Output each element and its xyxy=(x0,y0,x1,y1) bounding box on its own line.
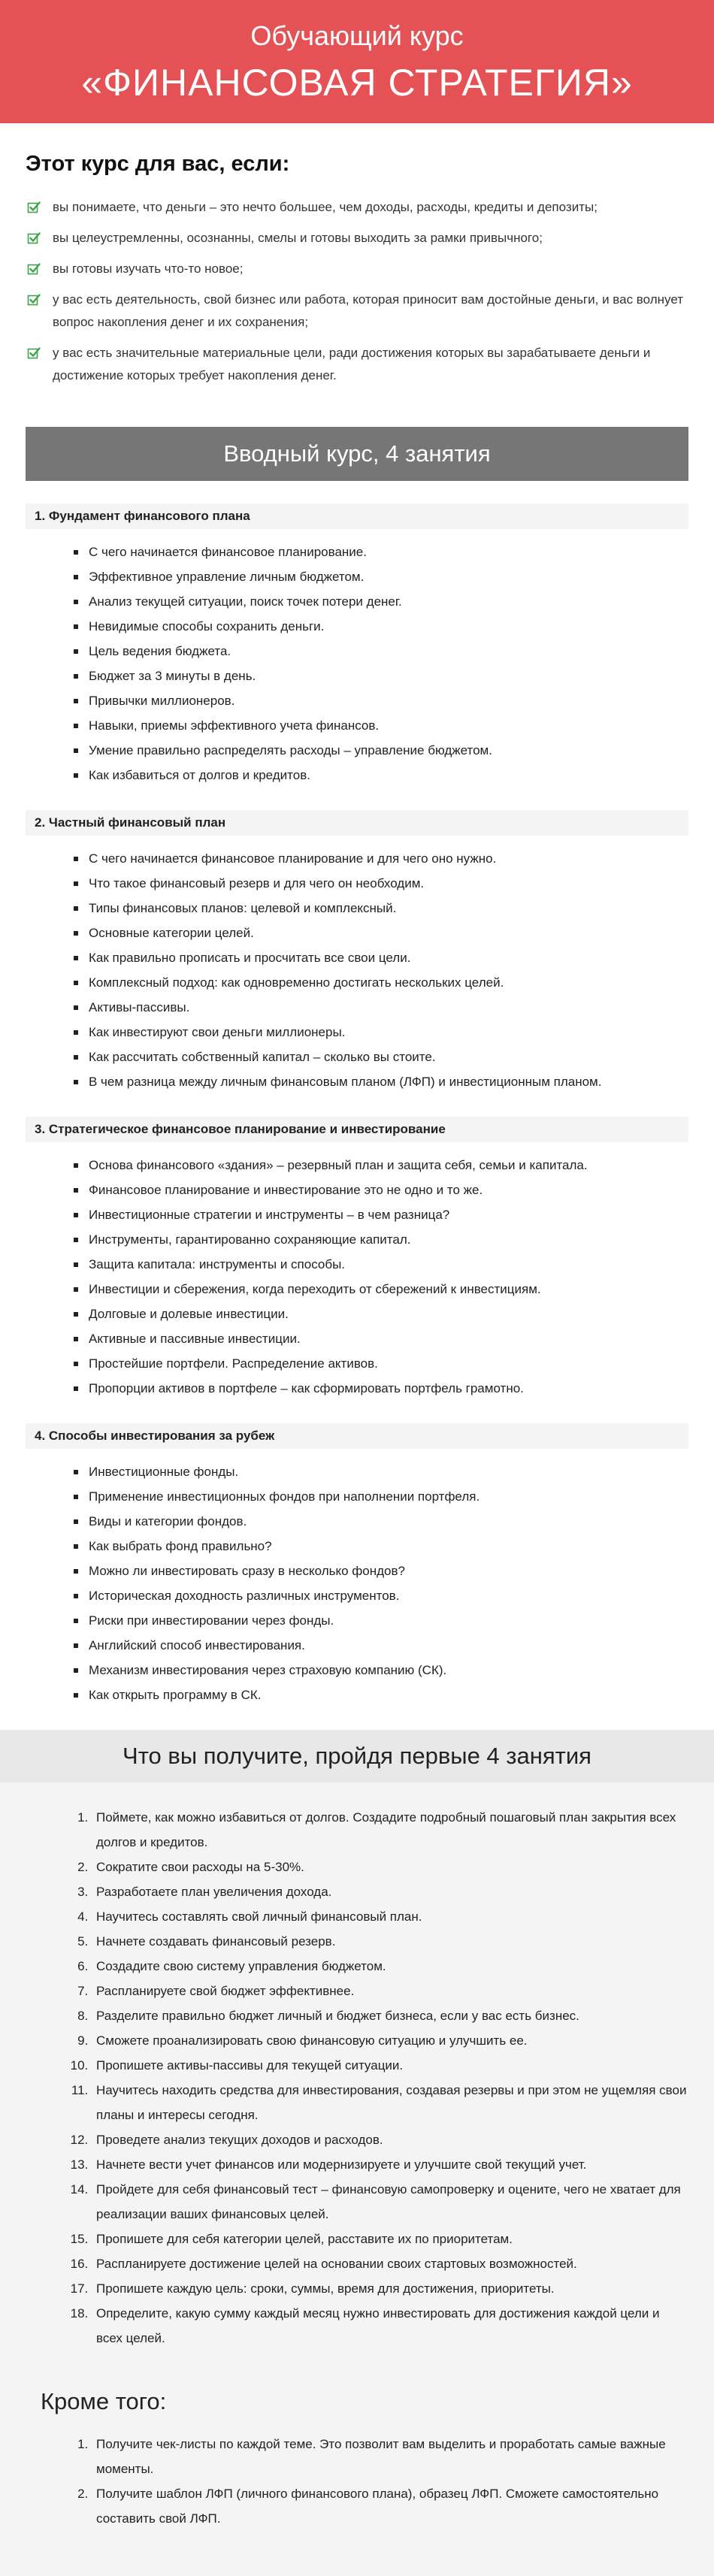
module-block xyxy=(26,503,688,788)
module-topic: Инструменты, гарантированно сохраняющие капитал. xyxy=(74,1227,688,1252)
result-item: 16. Распланируете достижение целей на основании своих стартовых возможностей. xyxy=(92,2251,688,2276)
module-topic: Умение правильно распределять расходы – управление бюджетом. xyxy=(74,738,688,763)
results-list xyxy=(26,1805,688,2351)
bonus-item: 1. Получите чек-листы по каждой теме. Это позволит вам выделить и проработать самые важные моменты. xyxy=(92,2432,688,2481)
module-topic: Как рассчитать собственный капитал – сколько вы стоите. xyxy=(74,1045,688,1069)
result-item: 10. Пропишете активы-пассивы для текущей ситуации. xyxy=(92,2053,688,2078)
module-topic: Как инвестируют свои деньги миллионеры. xyxy=(74,1020,688,1045)
module-topic: Пропорции активов в портфеле – как сформировать портфель грамотно. xyxy=(74,1376,688,1401)
module-topic: Риски при инвестировании через фонды. xyxy=(74,1608,688,1633)
result-item: 15. Пропишете для себя категории целей, расставите их по приоритетам. xyxy=(92,2227,688,2251)
audience-item xyxy=(26,227,688,249)
module-topic: В чем разница между личным финансовым планом (ЛФП) и инвестиционным планом. xyxy=(74,1069,688,1094)
module-topic-list xyxy=(26,1142,688,1401)
result-item: 6. Создадите свою систему управления бюджетом. xyxy=(92,1954,688,1979)
result-item: 14. Пройдете для себя финансовый тест – финансовую самопроверку и оцените, чего не хватает для реализации ваших финансовых целей. xyxy=(92,2177,688,2227)
module-topic-list xyxy=(26,1449,688,1707)
modules-section xyxy=(0,503,714,1707)
module-topic: Невидимые способы сохранить деньги. xyxy=(74,614,688,639)
result-item: 13. Начнете вести учет финансов или модернизируете и улучшите свой текущий учет. xyxy=(92,2152,688,2177)
module-topic: Что такое финансовый резерв и для чего он необходим. xyxy=(74,871,688,896)
module-topic: Навыки, приемы эффективного учета финансов. xyxy=(74,713,688,738)
result-item: 5. Начнете создавать финансовый резерв. xyxy=(92,1929,688,1954)
module-title: 4. Способы инвестирования за рубеж xyxy=(26,1423,688,1449)
bonus-item: 2. Получите шаблон ЛФП (личного финансового плана), образец ЛФП. Сможете самостоятельно составить свой ЛФП. xyxy=(92,2481,688,2531)
module-topic: Финансовое планирование и инвестирование это не одно и то же. xyxy=(74,1178,688,1202)
results-section xyxy=(0,1782,714,2576)
result-item: 12. Проведете анализ текущих доходов и расходов. xyxy=(92,2127,688,2152)
result-item: 18. Определите, какую сумму каждый месяц нужно инвестировать для достижения каждой цели и всех целей. xyxy=(92,2301,688,2351)
module-topic-list xyxy=(26,836,688,1094)
also-heading: Кроме того: xyxy=(41,2388,167,2414)
module-topic: С чего начинается финансовое планирование. xyxy=(74,540,688,564)
result-item: 4. Научитесь составлять свой личный финансовый план. xyxy=(92,1904,688,1929)
module-topic: Можно ли инвестировать сразу в несколько фондов? xyxy=(74,1559,688,1583)
audience-item xyxy=(26,258,688,280)
audience-list xyxy=(26,196,688,387)
result-item: 9. Сможете проанализировать свою финансовую ситуацию и улучшить ее. xyxy=(92,2028,688,2053)
result-item: 7. Распланируете свой бюджет эффективнее. xyxy=(92,1979,688,2003)
module-topic: Как правильно прописать и просчитать все свои цели. xyxy=(74,945,688,970)
module-topic: Активные и пассивные инвестиции. xyxy=(74,1326,688,1351)
result-item: 3. Разработаете план увеличения дохода. xyxy=(92,1879,688,1904)
check-icon xyxy=(27,262,41,276)
module-topic: Анализ текущей ситуации, поиск точек потери денег. xyxy=(74,589,688,614)
module-block xyxy=(26,810,688,1094)
results-banner: Что вы получите, пройдя первые 4 занятия xyxy=(0,1730,714,1782)
module-topic: Основные категории целей. xyxy=(74,921,688,945)
module-topic-list xyxy=(26,529,688,788)
module-topic: Привычки миллионеров. xyxy=(74,688,688,713)
module-topic: Комплексный подход: как одновременно достигать нескольких целей. xyxy=(74,970,688,995)
module-topic: Английский способ инвестирования. xyxy=(74,1633,688,1658)
audience-item-text: у вас есть деятельность, свой бизнес или работа, которая приносит вам достойные деньги, и вас волнует вопрос накопления денег и их сохранения; xyxy=(53,292,684,329)
course-title: «ФИНАНСОВАЯ СТРАТЕГИЯ» xyxy=(81,62,633,104)
module-topic: Простейшие портфели. Распределение активов. xyxy=(74,1351,688,1376)
result-item: 17. Пропишете каждую цель: сроки, суммы, время для достижения, приоритеты. xyxy=(92,2276,688,2301)
module-title: 2. Частный финансовый план xyxy=(26,810,688,836)
audience-heading: Этот курс для вас, если: xyxy=(26,152,290,176)
audience-item xyxy=(26,342,688,387)
module-topic: Виды и категории фондов. xyxy=(74,1509,688,1534)
check-icon xyxy=(27,231,41,245)
module-topic: Типы финансовых планов: целевой и комплексный. xyxy=(74,896,688,921)
module-topic: Основа финансового «здания» – резервный план и защита себя, семьи и капитала. xyxy=(74,1153,688,1178)
module-topic: Как открыть программу в СК. xyxy=(74,1683,688,1707)
module-block xyxy=(26,1117,688,1401)
check-icon xyxy=(27,346,41,360)
module-topic: Механизм инвестирования через страховую компанию (СК). xyxy=(74,1658,688,1683)
module-topic: Историческая доходность различных инструментов. xyxy=(74,1583,688,1608)
module-topic: Долговые и долевые инвестиции. xyxy=(74,1302,688,1326)
module-topic: Эффективное управление личным бюджетом. xyxy=(74,564,688,589)
module-topic: С чего начинается финансовое планирование и для чего оно нужно. xyxy=(74,846,688,871)
page-header xyxy=(0,0,714,123)
check-icon xyxy=(27,201,41,214)
audience-item-text: вы готовы изучать что-то новое; xyxy=(53,262,244,276)
intro-banner: Вводный курс, 4 занятия xyxy=(26,427,688,481)
audience-item xyxy=(26,289,688,334)
module-topic: Как избавиться от долгов и кредитов. xyxy=(74,763,688,788)
audience-item-text: вы целеустремленны, осознанны, смелы и готовы выходить за рамки привычного; xyxy=(53,231,543,245)
module-topic: Инвестиционные фонды. xyxy=(74,1459,688,1484)
module-topic: Бюджет за 3 минуты в день. xyxy=(74,664,688,688)
audience-item-text: вы понимаете, что деньги – это нечто большее, чем доходы, расходы, кредиты и депозиты; xyxy=(53,200,598,214)
also-list xyxy=(26,2432,688,2531)
module-topic: Активы-пассивы. xyxy=(74,995,688,1020)
result-item: 1. Поймете, как можно избавиться от долгов. Создадите подробный пошаговый план закрытия всех долгов и кредитов. xyxy=(92,1805,688,1855)
audience-item-text: у вас есть значительные материальные цели, ради достижения которых вы зарабатываете деньги и достижение которых требует накопления денег. xyxy=(53,346,651,382)
audience-section xyxy=(0,123,714,410)
module-topic: Инвестиции и сбережения, когда переходить от сбережений к инвестициям. xyxy=(74,1277,688,1302)
audience-item xyxy=(26,196,688,219)
module-title: 3. Стратегическое финансовое планирование и инвестирование xyxy=(26,1117,688,1142)
module-topic: Защита капитала: инструменты и способы. xyxy=(74,1252,688,1277)
course-subtitle: Обучающий курс xyxy=(250,20,464,51)
result-item: 11. Научитесь находить средства для инвестирования, создавая резервы и при этом не ущемляя свои планы и интересы сегодня. xyxy=(92,2078,688,2127)
module-block xyxy=(26,1423,688,1707)
module-topic: Инвестиционные стратегии и инструменты – в чем разница? xyxy=(74,1202,688,1227)
module-topic: Применение инвестиционных фондов при наполнении портфеля. xyxy=(74,1484,688,1509)
module-topic: Цель ведения бюджета. xyxy=(74,639,688,664)
result-item: 2. Сократите свои расходы на 5-30%. xyxy=(92,1855,688,1879)
result-item: 8. Разделите правильно бюджет личный и бюджет бизнеса, если у вас есть бизнес. xyxy=(92,2003,688,2028)
module-topic: Как выбрать фонд правильно? xyxy=(74,1534,688,1559)
module-title: 1. Фундамент финансового плана xyxy=(26,503,688,529)
check-icon xyxy=(27,293,41,307)
